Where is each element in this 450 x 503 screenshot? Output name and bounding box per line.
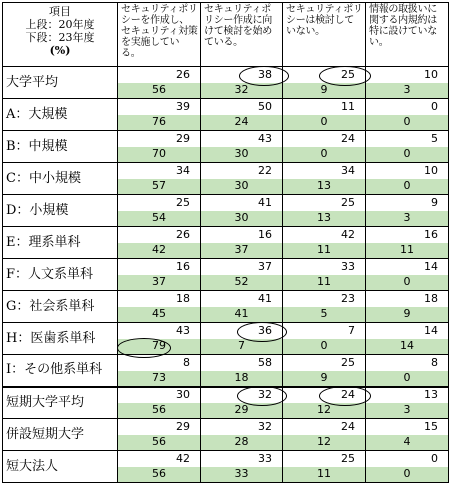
value-2008: 25 [283,67,366,83]
value-2008: 42 [283,227,366,243]
value-2008: 16 [366,227,449,243]
row-label: E：理系単科 [3,227,118,259]
value-2008: 14 [366,323,449,339]
value-2011: 56 [118,83,201,99]
value-2011: 4 [366,435,449,451]
row-2008 [3,259,449,275]
row-label: B：中規模 [3,131,118,163]
value-2008: 32 [201,387,283,403]
value-2008: 16 [201,227,283,243]
value-2008: 0 [366,451,449,467]
value-2008: 25 [283,355,366,371]
value-2008: 38 [201,67,283,83]
column-header: 情報の取扱いに関する内規約は特に設けていない。 [366,3,449,67]
value-2008: 18 [118,291,201,307]
value-2011: 33 [201,467,283,483]
value-2008: 58 [201,355,283,371]
column-header: セキュリティポリシーは検討していない。 [283,3,366,67]
column-header: セキュリティポリシー作成に向けて検討を始めている。 [201,3,283,67]
value-2008: 36 [201,323,283,339]
row-label: I：その他系単科 [3,355,118,387]
value-2008: 50 [201,99,283,115]
row-2008 [3,355,449,371]
value-2011: 9 [366,307,449,323]
value-2008: 32 [201,419,283,435]
value-2008: 29 [118,131,201,147]
row-label: D：小規模 [3,195,118,227]
value-2011: 32 [201,83,283,99]
value-2008: 25 [283,451,366,467]
row-2008 [3,195,449,211]
value-2008: 25 [283,195,366,211]
value-2008: 5 [366,131,449,147]
value-2011: 0 [366,147,449,163]
value-2008: 34 [283,163,366,179]
row-label: 短期大学平均 [3,387,118,419]
value-2011: 56 [118,435,201,451]
value-2011: 73 [118,371,201,387]
value-2008: 23 [283,291,366,307]
value-2011: 5 [283,307,366,323]
value-2008: 8 [118,355,201,371]
value-2011: 0 [366,371,449,387]
value-2011: 56 [118,403,201,419]
value-2008: 41 [201,291,283,307]
value-2008: 13 [366,387,449,403]
value-2011: 7 [201,339,283,355]
value-2011: 9 [283,371,366,387]
value-2011: 13 [283,211,366,227]
value-2008: 0 [366,99,449,115]
value-2011: 54 [118,211,201,227]
value-2008: 43 [201,131,283,147]
value-2011: 11 [283,467,366,483]
value-2011: 79 [118,339,201,355]
value-2011: 30 [201,179,283,195]
row-2008 [3,99,449,115]
value-2011: 42 [118,243,201,259]
row-label: H：医歯系単科 [3,323,118,355]
header-corner-line: 上段：20年度 [25,18,95,31]
value-2011: 0 [283,115,366,131]
value-2011: 0 [366,467,449,483]
security-policy-table [2,2,449,483]
value-2008: 25 [118,195,201,211]
value-2008: 33 [283,259,366,275]
value-2011: 11 [283,243,366,259]
value-2008: 37 [201,259,283,275]
value-2011: 0 [283,339,366,355]
value-2011: 30 [201,211,283,227]
value-2011: 56 [118,467,201,483]
value-2011: 29 [201,403,283,419]
header-corner-line: (%) [49,44,71,57]
row-2008 [3,67,449,83]
row-label: F：人文系単科 [3,259,118,291]
value-2008: 34 [118,163,201,179]
header-corner [3,3,118,67]
value-2008: 11 [283,99,366,115]
value-2011: 11 [366,243,449,259]
value-2011: 45 [118,307,201,323]
value-2011: 52 [201,275,283,291]
value-2008: 9 [366,195,449,211]
value-2011: 12 [283,403,366,419]
value-2011: 3 [366,403,449,419]
value-2011: 0 [366,179,449,195]
value-2011: 37 [118,275,201,291]
value-2011: 0 [366,275,449,291]
row-2008 [3,163,449,179]
row-2008 [3,419,449,435]
value-2008: 10 [366,163,449,179]
value-2011: 37 [201,243,283,259]
row-label: A：大規模 [3,99,118,131]
value-2008: 33 [201,451,283,467]
value-2008: 7 [283,323,366,339]
value-2011: 14 [366,339,449,355]
value-2011: 76 [118,115,201,131]
value-2008: 22 [201,163,283,179]
header-corner-line: 下段：23年度 [25,31,95,44]
value-2011: 0 [366,115,449,131]
row-label: 大学平均 [3,67,118,99]
row-label: 短大法人 [3,451,118,483]
value-2011: 18 [201,371,283,387]
value-2011: 12 [283,435,366,451]
row-2008 [3,291,449,307]
value-2008: 18 [366,291,449,307]
value-2008: 24 [283,131,366,147]
value-2011: 57 [118,179,201,195]
value-2011: 3 [366,83,449,99]
value-2008: 42 [118,451,201,467]
value-2008: 24 [283,387,366,403]
value-2011: 0 [283,147,366,163]
value-2008: 8 [366,355,449,371]
row-label: C：中小規模 [3,163,118,195]
value-2011: 9 [283,83,366,99]
value-2008: 15 [366,419,449,435]
value-2008: 26 [118,67,201,83]
row-label: 併設短期大学 [3,419,118,451]
row-2008 [3,323,449,339]
header-row [3,3,449,67]
value-2008: 16 [118,259,201,275]
value-2008: 24 [283,419,366,435]
value-2008: 43 [118,323,201,339]
value-2011: 28 [201,435,283,451]
row-2008 [3,227,449,243]
header-corner-line: 項目 [49,5,71,18]
value-2008: 30 [118,387,201,403]
value-2008: 10 [366,67,449,83]
value-2011: 41 [201,307,283,323]
column-header: セキュリティポリシーを作成し、セキュリティ対策を実施している。 [118,3,201,67]
value-2008: 41 [201,195,283,211]
value-2008: 39 [118,99,201,115]
value-2011: 70 [118,147,201,163]
value-2008: 14 [366,259,449,275]
row-label: G：社会系単科 [3,291,118,323]
value-2011: 30 [201,147,283,163]
value-2011: 24 [201,115,283,131]
value-2008: 26 [118,227,201,243]
value-2011: 11 [283,275,366,291]
row-2008 [3,387,449,403]
row-2008 [3,131,449,147]
value-2008: 29 [118,419,201,435]
value-2011: 3 [366,211,449,227]
row-2008 [3,451,449,467]
value-2011: 13 [283,179,366,195]
